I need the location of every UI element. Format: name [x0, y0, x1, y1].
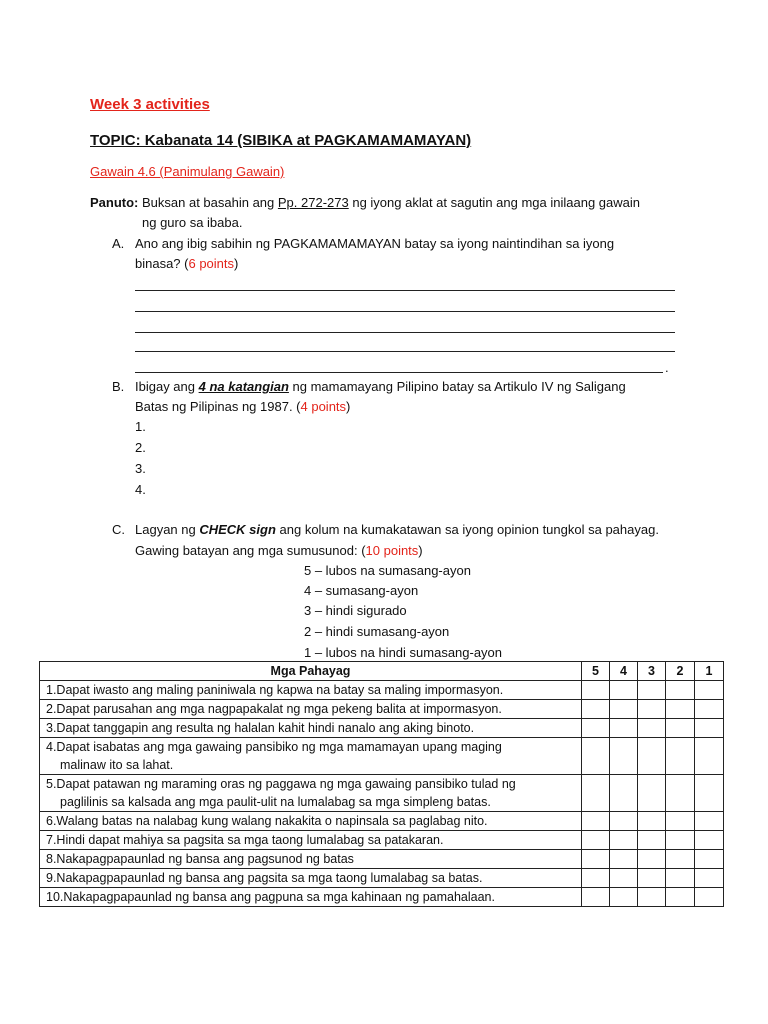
survey-table [39, 661, 724, 907]
list-item: 4. [135, 482, 146, 497]
check-cell-2[interactable] [666, 869, 695, 888]
section-b-letter: B. [112, 379, 125, 394]
statement-cell [40, 850, 582, 869]
section-c-pre: Lagyan ng [135, 522, 200, 537]
check-cell-5[interactable] [582, 850, 610, 869]
scale-item: 1 – lubos na hindi sumasang-ayon [304, 645, 503, 660]
column-header-4: 4 [610, 662, 638, 681]
scale-item: 5 – lubos na sumasang-ayon [304, 563, 471, 578]
answer-line[interactable] [135, 332, 675, 333]
section-a-line-2 [135, 256, 238, 272]
check-cell-2[interactable] [666, 812, 695, 831]
statement-text: 5.Dapat patawan ng maraming oras ng paggawa ng mga gawaing pansibiko tulad ng [46, 777, 516, 791]
check-cell-3[interactable] [638, 719, 666, 738]
table-row [40, 812, 724, 831]
check-cell-5[interactable] [582, 888, 610, 907]
topic-title: TOPIC: Kabanata 14 (SIBIKA at PAGKAMAMAMAYAN) [90, 132, 472, 149]
week-title: Week 3 activities [90, 96, 210, 113]
column-header-3: 3 [638, 662, 666, 681]
section-b-pre: Ibigay ang [135, 379, 199, 394]
panuto-text-after: ng iyong aklat at sagutin ang mga inilaang gawain [348, 195, 640, 210]
section-b-line-1 [135, 379, 626, 395]
section-b-close: ) [346, 399, 351, 414]
panuto-pages: Pp. 272-273 [277, 195, 349, 210]
answer-line[interactable] [135, 351, 675, 352]
statement-text: 7.Hindi dapat mahiya sa pagsita sa mga taong lumalabag sa patakaran. [46, 833, 444, 847]
statement-text: 2.Dapat parusahan ang mga nagpapakalat ng mga pekeng balita at impormasyon. [46, 702, 502, 716]
table-row [40, 831, 724, 850]
check-cell-5[interactable] [582, 738, 610, 775]
section-c-line-2 [135, 543, 423, 559]
answer-line[interactable] [135, 372, 663, 373]
statement-cell [40, 869, 582, 888]
section-b-line2-text: Batas ng Pilipinas ng 1987. ( [135, 399, 301, 414]
statement-text: 8.Nakapagpapaunlad ng bansa ang pagsunod ng batas [46, 852, 354, 866]
table-row [40, 850, 724, 869]
statement-cell [40, 681, 582, 700]
section-c-line2-text: Gawing batayan ang mga sumusunod: ( [135, 543, 366, 558]
check-cell-1[interactable] [695, 738, 724, 775]
check-cell-4[interactable] [610, 775, 638, 812]
check-cell-1[interactable] [695, 812, 724, 831]
column-header-5: 5 [582, 662, 610, 681]
statement-text-continued: malinaw ito sa lahat. [60, 758, 174, 772]
check-cell-3[interactable] [638, 775, 666, 812]
check-cell-1[interactable] [695, 775, 724, 812]
check-cell-1[interactable] [695, 700, 724, 719]
check-cell-4[interactable] [610, 700, 638, 719]
check-cell-2[interactable] [666, 850, 695, 869]
list-item: 2. [135, 440, 146, 455]
panuto-label: Panuto: [90, 195, 139, 210]
table-header-row [40, 662, 724, 681]
statement-text: 3.Dapat tanggapin ang resulta ng halalan kahit hindi nanalo ang aking binoto. [46, 721, 475, 735]
check-cell-1[interactable] [695, 719, 724, 738]
check-cell-3[interactable] [638, 850, 666, 869]
statement-text-continued: paglilinis sa kalsada ang mga paulit-ulit na lumalabag sa mga simpleng batas. [60, 795, 491, 809]
section-a-letter: A. [112, 236, 125, 251]
table-row [40, 869, 724, 888]
check-cell-3[interactable] [638, 869, 666, 888]
statement-text: 9.Nakapagpapaunlad ng bansa ang pagsita sa mga taong lumalabag sa batas. [46, 871, 483, 885]
statement-cell [40, 775, 582, 812]
statement-cell [40, 719, 582, 738]
panuto-line-1 [90, 195, 640, 211]
check-cell-4[interactable] [610, 831, 638, 850]
check-cell-1[interactable] [695, 681, 724, 700]
section-a-question-end: binasa? ( [135, 256, 189, 271]
check-cell-2[interactable] [666, 738, 695, 775]
check-cell-5[interactable] [582, 775, 610, 812]
check-cell-1[interactable] [695, 831, 724, 850]
answer-line[interactable] [135, 311, 675, 312]
check-cell-5[interactable] [582, 812, 610, 831]
check-cell-2[interactable] [666, 719, 695, 738]
check-cell-4[interactable] [610, 888, 638, 907]
section-c-post: ang kolum na kumakatawan sa iyong opinion tungkol sa pahayag. [275, 522, 659, 537]
check-cell-4[interactable] [610, 850, 638, 869]
check-cell-3[interactable] [638, 681, 666, 700]
section-c-letter: C. [112, 522, 125, 537]
section-c-points: 10 points [365, 543, 419, 558]
check-cell-4[interactable] [610, 719, 638, 738]
section-a-close: ) [234, 256, 239, 271]
statement-text: 10.Nakapagpapaunlad ng bansa ang pagpuna sa mga kahinaan ng pamahalaan. [46, 890, 495, 904]
section-a-line-1: Ano ang ibig sabihin ng PAGKAMAMAMAYAN batay sa iyong naintindihan sa iyong [135, 236, 615, 251]
statement-cell [40, 888, 582, 907]
section-b-emphasis: 4 na katangian [198, 379, 289, 394]
check-cell-5[interactable] [582, 869, 610, 888]
check-cell-2[interactable] [666, 888, 695, 907]
check-cell-4[interactable] [610, 681, 638, 700]
statement-cell [40, 700, 582, 719]
column-header-2: 2 [666, 662, 695, 681]
check-cell-2[interactable] [666, 681, 695, 700]
check-cell-3[interactable] [638, 831, 666, 850]
scale-item: 4 – sumasang-ayon [304, 583, 419, 598]
section-b-post: ng mamamayang Pilipino batay sa Artikulo IV ng Saligang [288, 379, 626, 394]
statement-cell [40, 812, 582, 831]
panuto-line-2: ng guro sa ibaba. [142, 215, 243, 230]
section-b-points: 4 points [300, 399, 347, 414]
statement-text: 4.Dapat isabatas ang mga gawaing pansibiko ng mga mamamayan upang maging [46, 740, 502, 754]
panuto-text: Buksan at basahin ang [138, 195, 278, 210]
table-row [40, 738, 724, 775]
check-cell-5[interactable] [582, 700, 610, 719]
statement-cell [40, 738, 582, 775]
check-cell-5[interactable] [582, 831, 610, 850]
section-a-points: 6 points [188, 256, 235, 271]
answer-end-period: . [665, 360, 669, 375]
check-cell-5[interactable] [582, 681, 610, 700]
check-cell-5[interactable] [582, 719, 610, 738]
table-row [40, 700, 724, 719]
check-cell-4[interactable] [610, 812, 638, 831]
table-row [40, 681, 724, 700]
section-b-line-2 [135, 399, 350, 415]
check-cell-3[interactable] [638, 888, 666, 907]
gawain-title: Gawain 4.6 (Panimulang Gawain) [90, 164, 285, 179]
check-cell-3[interactable] [638, 700, 666, 719]
column-header-1: 1 [695, 662, 724, 681]
table-row [40, 719, 724, 738]
scale-item: 2 – hindi sumasang-ayon [304, 624, 450, 639]
check-cell-2[interactable] [666, 775, 695, 812]
answer-line[interactable] [135, 290, 675, 291]
column-header-statements: Mga Pahayag [40, 662, 582, 681]
list-item: 1. [135, 419, 146, 434]
statement-text: 1.Dapat iwasto ang maling paniniwala ng kapwa na batay sa maling impormasyon. [46, 683, 504, 697]
table-row [40, 888, 724, 907]
table-row [40, 775, 724, 812]
check-cell-3[interactable] [638, 812, 666, 831]
section-c-emphasis: CHECK sign [199, 522, 276, 537]
statement-text: 6.Walang batas na nalabag kung walang nakakita o napinsala sa paglabag nito. [46, 814, 488, 828]
check-cell-4[interactable] [610, 869, 638, 888]
scale-item: 3 – hindi sigurado [304, 603, 407, 618]
check-cell-1[interactable] [695, 850, 724, 869]
check-cell-2[interactable] [666, 700, 695, 719]
check-cell-1[interactable] [695, 888, 724, 907]
check-cell-4[interactable] [610, 738, 638, 775]
section-c-close: ) [418, 543, 423, 558]
check-cell-3[interactable] [638, 738, 666, 775]
check-cell-2[interactable] [666, 831, 695, 850]
statement-cell [40, 831, 582, 850]
section-c-line-1 [135, 522, 659, 538]
check-cell-1[interactable] [695, 869, 724, 888]
list-item: 3. [135, 461, 146, 476]
